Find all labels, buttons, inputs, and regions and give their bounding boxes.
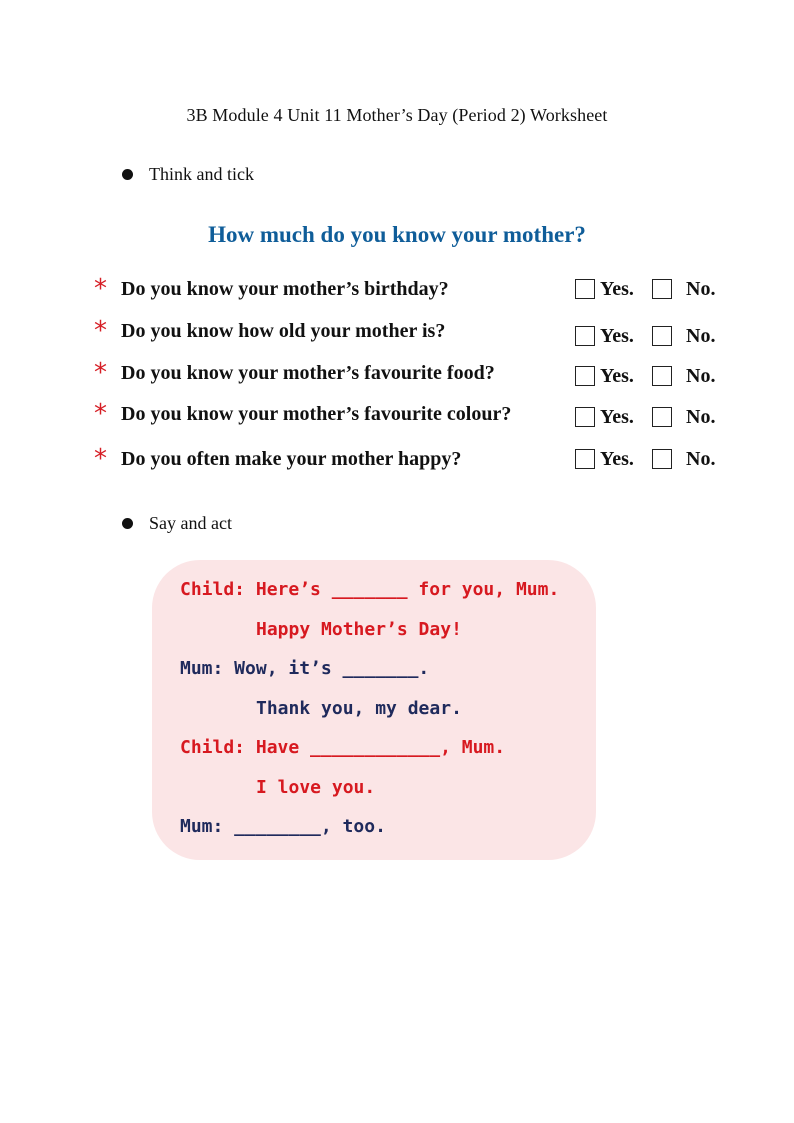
yes-checkbox[interactable] xyxy=(575,407,595,427)
no-checkbox[interactable] xyxy=(652,407,672,427)
question-row xyxy=(94,316,734,346)
no-option[interactable] xyxy=(652,321,715,351)
dialog-box xyxy=(152,560,596,860)
star-icon: * xyxy=(94,316,107,346)
dialog-line-child-3: Child: Have ____________, Mum. xyxy=(180,737,506,758)
quiz-heading: How much do you know your mother? xyxy=(208,222,586,247)
question-row xyxy=(94,444,734,474)
yes-checkbox[interactable] xyxy=(575,449,595,469)
no-label: No. xyxy=(686,277,716,300)
no-checkbox[interactable] xyxy=(652,449,672,469)
question-text: Do you know how old your mother is? xyxy=(121,320,446,342)
dialog-line-mum-1: Mum: Wow, it’s _______. xyxy=(180,658,430,679)
no-option[interactable] xyxy=(652,361,715,391)
yes-label: Yes. xyxy=(600,324,634,347)
question-text: Do you know your mother’s birthday? xyxy=(121,278,449,300)
dialog-line-child-4: I love you. xyxy=(256,777,376,798)
yes-label: Yes. xyxy=(600,405,634,428)
yes-label: Yes. xyxy=(600,277,634,300)
no-option[interactable] xyxy=(652,444,715,474)
bullet-icon xyxy=(122,169,133,180)
yes-option[interactable] xyxy=(575,274,634,304)
section-label: Say and act xyxy=(149,513,232,533)
question-text: Do you know your mother’s favourite food? xyxy=(121,362,495,384)
star-icon: * xyxy=(94,358,107,388)
no-checkbox[interactable] xyxy=(652,279,672,299)
no-label: No. xyxy=(686,447,716,470)
yes-label: Yes. xyxy=(600,364,634,387)
question-text: Do you often make your mother happy? xyxy=(121,448,462,470)
yes-checkbox[interactable] xyxy=(575,279,595,299)
yes-checkbox[interactable] xyxy=(575,326,595,346)
question-row xyxy=(94,358,734,388)
no-checkbox[interactable] xyxy=(652,366,672,386)
no-label: No. xyxy=(686,324,716,347)
dialog-line-child-1: Child: Here’s _______ for you, Mum. xyxy=(180,579,560,600)
star-icon: * xyxy=(94,274,107,304)
question-row xyxy=(94,399,734,429)
section-think-and-tick xyxy=(122,164,254,185)
yes-label: Yes. xyxy=(600,447,634,470)
yes-option[interactable] xyxy=(575,402,634,432)
yes-option[interactable] xyxy=(575,361,634,391)
yes-checkbox[interactable] xyxy=(575,366,595,386)
dialog-line-mum-2: Thank you, my dear. xyxy=(256,698,462,719)
no-checkbox[interactable] xyxy=(652,326,672,346)
star-icon: * xyxy=(94,399,107,429)
star-icon: * xyxy=(94,444,107,474)
no-option[interactable] xyxy=(652,402,715,432)
yes-option[interactable] xyxy=(575,321,634,351)
no-option[interactable] xyxy=(652,274,715,304)
section-label: Think and tick xyxy=(149,164,254,184)
question-row xyxy=(94,274,734,304)
yes-option[interactable] xyxy=(575,444,634,474)
dialog-line-child-2: Happy Mother’s Day! xyxy=(256,619,462,640)
bullet-icon xyxy=(122,518,133,529)
no-label: No. xyxy=(686,364,716,387)
question-text: Do you know your mother’s favourite colour? xyxy=(121,403,512,425)
worksheet-title: 3B Module 4 Unit 11 Mother’s Day (Period 2) Worksheet xyxy=(186,105,608,125)
section-say-and-act xyxy=(122,513,232,534)
dialog-line-mum-3: Mum: ________, too. xyxy=(180,816,386,837)
no-label: No. xyxy=(686,405,716,428)
